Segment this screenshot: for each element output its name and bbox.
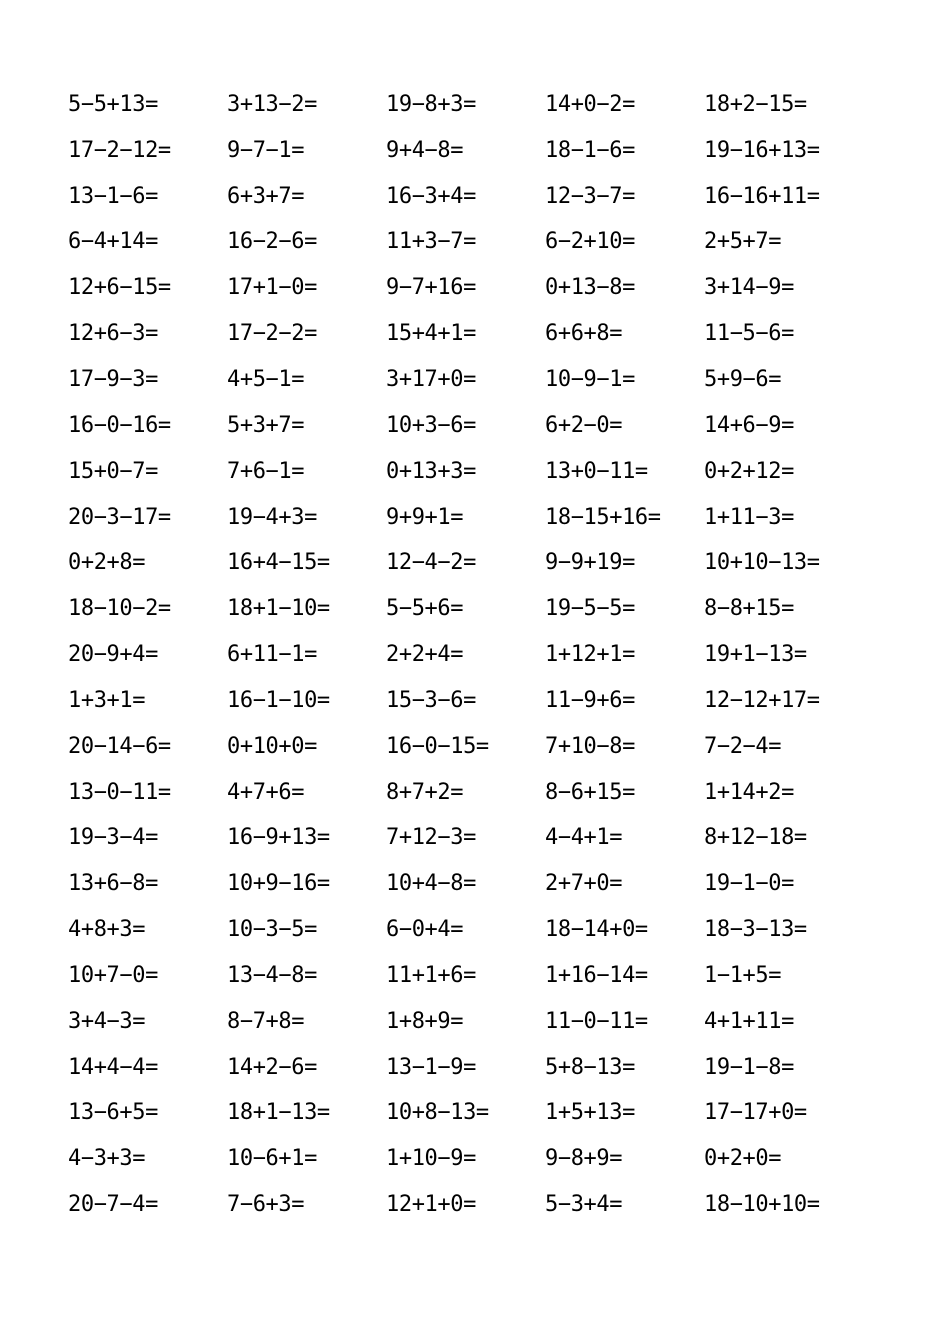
arithmetic-problem: 10+10−13= [704,550,820,576]
arithmetic-problem: 8−8+15= [704,596,794,622]
arithmetic-problem: 19−4+3= [227,504,317,530]
arithmetic-problem: 20−9+4= [68,642,158,668]
arithmetic-problem: 16−9+13= [227,825,330,851]
arithmetic-problem: 16+4−15= [227,550,330,576]
arithmetic-problem: 10+9−16= [227,871,330,897]
arithmetic-problem: 16−3+4= [386,183,476,209]
arithmetic-problem: 10−6+1= [227,1146,317,1172]
arithmetic-problem: 20−7−4= [68,1192,158,1218]
arithmetic-problem: 12−4−2= [386,550,476,576]
arithmetic-problem: 18−10−2= [68,596,171,622]
arithmetic-problem: 10+3−6= [386,412,476,438]
arithmetic-problem: 11−9+6= [545,687,635,713]
arithmetic-problem: 5+8−13= [545,1054,635,1080]
problem-row [68,678,868,724]
arithmetic-problem: 12+6−3= [68,321,158,347]
arithmetic-problem: 16−0−15= [386,733,489,759]
arithmetic-problem: 13+0−11= [545,458,648,484]
arithmetic-problem: 1+16−14= [545,962,648,988]
problem-row [68,1136,868,1182]
problem-row [68,449,868,495]
arithmetic-problem: 6+11−1= [227,642,317,668]
arithmetic-problem: 8+7+2= [386,779,464,805]
arithmetic-problem: 16−1−10= [227,687,330,713]
arithmetic-problem: 12+1+0= [386,1192,476,1218]
arithmetic-problem: 5+9−6= [704,366,782,392]
arithmetic-problem: 17−17+0= [704,1100,807,1126]
arithmetic-problem: 9−7−1= [227,137,305,163]
problem-row [68,82,868,128]
arithmetic-problem: 20−14−6= [68,733,171,759]
arithmetic-problem: 0+13+3= [386,458,476,484]
problem-row [68,907,868,953]
arithmetic-problem: 1+8+9= [386,1008,464,1034]
arithmetic-problem: 18−1−6= [545,137,635,163]
arithmetic-problem: 19−1−8= [704,1054,794,1080]
arithmetic-problem: 13−0−11= [68,779,171,805]
problem-row [68,495,868,541]
problem-row [68,816,868,862]
arithmetic-problem: 12−12+17= [704,687,820,713]
arithmetic-problem: 11−0−11= [545,1008,648,1034]
arithmetic-problem: 10+4−8= [386,871,476,897]
arithmetic-problem: 19−3−4= [68,825,158,851]
arithmetic-problem: 15−3−6= [386,687,476,713]
arithmetic-problem: 7−2−4= [704,733,782,759]
arithmetic-problem: 2+7+0= [545,871,623,897]
arithmetic-problem: 10−3−5= [227,917,317,943]
problem-row [68,174,868,220]
problem-row [68,357,868,403]
problem-row [68,540,868,586]
arithmetic-problem: 0+13−8= [545,275,635,301]
arithmetic-problem: 4−4+1= [545,825,623,851]
arithmetic-problem: 13−4−8= [227,962,317,988]
arithmetic-problem: 6−0+4= [386,917,464,943]
arithmetic-problem: 3+4−3= [68,1008,146,1034]
arithmetic-problem: 18−14+0= [545,917,648,943]
arithmetic-problem: 15+4+1= [386,321,476,347]
problem-row [68,586,868,632]
arithmetic-problem: 4−3+3= [68,1146,146,1172]
arithmetic-problem: 12−3−7= [545,183,635,209]
arithmetic-problem: 9−9+19= [545,550,635,576]
arithmetic-problem: 5−5+6= [386,596,464,622]
arithmetic-problem: 17−2−2= [227,321,317,347]
arithmetic-problem: 19−1−0= [704,871,794,897]
arithmetic-problem: 18+2−15= [704,91,807,117]
arithmetic-problem: 1+3+1= [68,687,146,713]
arithmetic-problem: 1+12+1= [545,642,635,668]
arithmetic-problem: 3+13−2= [227,91,317,117]
arithmetic-problem: 4+8+3= [68,917,146,943]
arithmetic-problem: 13+6−8= [68,871,158,897]
arithmetic-problem: 13−1−9= [386,1054,476,1080]
problem-row [68,724,868,770]
arithmetic-problem: 0+2+8= [68,550,146,576]
arithmetic-problem: 14+0−2= [545,91,635,117]
arithmetic-problem: 3+17+0= [386,366,476,392]
arithmetic-problem-grid [68,82,868,1228]
arithmetic-problem: 14+4−4= [68,1054,158,1080]
problem-row [68,999,868,1045]
arithmetic-problem: 6+6+8= [545,321,623,347]
arithmetic-problem: 0+2+0= [704,1146,782,1172]
arithmetic-problem: 7+6−1= [227,458,305,484]
arithmetic-problem: 16−2−6= [227,229,317,255]
arithmetic-problem: 2+2+4= [386,642,464,668]
arithmetic-problem: 14+6−9= [704,412,794,438]
arithmetic-problem: 0+2+12= [704,458,794,484]
arithmetic-problem: 12+6−15= [68,275,171,301]
arithmetic-problem: 10+8−13= [386,1100,489,1126]
arithmetic-problem: 1+5+13= [545,1100,635,1126]
problem-row [68,1091,868,1137]
arithmetic-problem: 4+1+11= [704,1008,794,1034]
arithmetic-problem: 8−6+15= [545,779,635,805]
arithmetic-problem: 9−7+16= [386,275,476,301]
arithmetic-problem: 8+12−18= [704,825,807,851]
problem-row [68,128,868,174]
arithmetic-problem: 19+1−13= [704,642,807,668]
arithmetic-problem: 9+4−8= [386,137,464,163]
arithmetic-problem: 18−3−13= [704,917,807,943]
arithmetic-problem: 16−0−16= [68,412,171,438]
arithmetic-problem: 6+2−0= [545,412,623,438]
arithmetic-problem: 20−3−17= [68,504,171,530]
arithmetic-problem: 6+3+7= [227,183,305,209]
arithmetic-problem: 16−16+11= [704,183,820,209]
arithmetic-problem: 19−5−5= [545,596,635,622]
arithmetic-problem: 5−5+13= [68,91,158,117]
arithmetic-problem: 18+1−10= [227,596,330,622]
arithmetic-problem: 17−9−3= [68,366,158,392]
arithmetic-problem: 17+1−0= [227,275,317,301]
arithmetic-problem: 11−5−6= [704,321,794,347]
arithmetic-problem: 7+12−3= [386,825,476,851]
problem-row [68,953,868,999]
arithmetic-problem: 4+5−1= [227,366,305,392]
arithmetic-problem: 6−4+14= [68,229,158,255]
problem-row [68,770,868,816]
problem-row [68,1182,868,1228]
problem-row [68,220,868,266]
arithmetic-problem: 9−8+9= [545,1146,623,1172]
arithmetic-problem: 18−15+16= [545,504,661,530]
arithmetic-problem: 0+10+0= [227,733,317,759]
arithmetic-problem: 1+10−9= [386,1146,476,1172]
arithmetic-problem: 7+10−8= [545,733,635,759]
problem-row [68,403,868,449]
arithmetic-problem: 18−10+10= [704,1192,820,1218]
problem-row [68,1045,868,1091]
arithmetic-problem: 5+3+7= [227,412,305,438]
arithmetic-problem: 13−6+5= [68,1100,158,1126]
problem-row [68,265,868,311]
problem-row [68,632,868,678]
arithmetic-problem: 11+1+6= [386,962,476,988]
arithmetic-problem: 15+0−7= [68,458,158,484]
arithmetic-problem: 1+11−3= [704,504,794,530]
arithmetic-problem: 8−7+8= [227,1008,305,1034]
arithmetic-problem: 10+7−0= [68,962,158,988]
arithmetic-problem: 7−6+3= [227,1192,305,1218]
arithmetic-problem: 9+9+1= [386,504,464,530]
arithmetic-problem: 13−1−6= [68,183,158,209]
arithmetic-problem: 1−1+5= [704,962,782,988]
arithmetic-problem: 14+2−6= [227,1054,317,1080]
arithmetic-problem: 1+14+2= [704,779,794,805]
arithmetic-problem: 5−3+4= [545,1192,623,1218]
arithmetic-problem: 2+5+7= [704,229,782,255]
arithmetic-problem: 11+3−7= [386,229,476,255]
arithmetic-problem: 19−16+13= [704,137,820,163]
arithmetic-problem: 17−2−12= [68,137,171,163]
problem-row [68,861,868,907]
arithmetic-problem: 3+14−9= [704,275,794,301]
arithmetic-problem: 18+1−13= [227,1100,330,1126]
arithmetic-problem: 4+7+6= [227,779,305,805]
problem-row [68,311,868,357]
arithmetic-problem: 6−2+10= [545,229,635,255]
arithmetic-problem: 19−8+3= [386,91,476,117]
arithmetic-problem: 10−9−1= [545,366,635,392]
